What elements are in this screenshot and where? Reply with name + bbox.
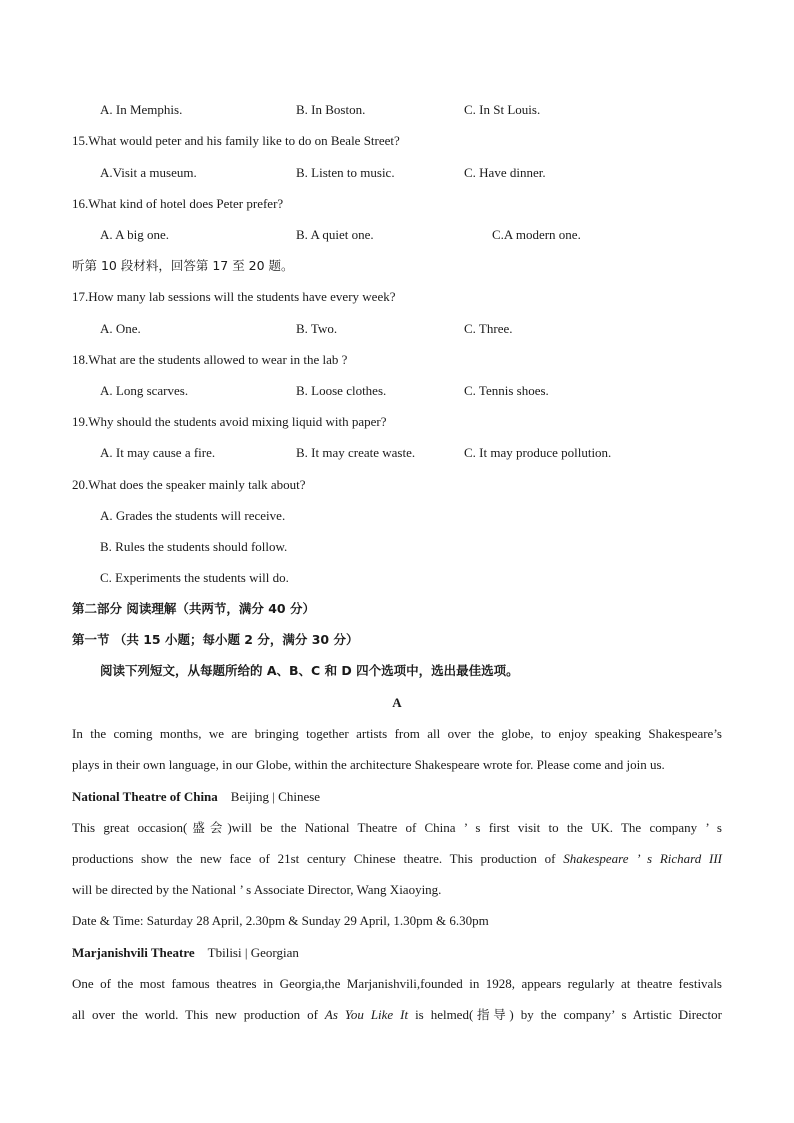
q14-option-a: A. In Memphis.	[100, 102, 183, 117]
q15-option-c: C. Have dinner.	[464, 165, 546, 180]
theatre-2-name: Marjanishvili Theatre	[72, 945, 195, 960]
q17-question: 17.How many lab sessions will the students have every week?	[72, 289, 396, 304]
theatre-2-desc-line-1: One of the most famous theatres in Georgia,the Marjanishvili,founded in 1928, appears regularly at theatre festivals	[72, 976, 722, 991]
q18-option-c: C. Tennis shoes.	[464, 383, 549, 398]
theatre-2-location: Tbilisi | Georgian	[207, 945, 299, 960]
theatre-1-desc-line-3: will be directed by the National ’ s Associate Director, Wang Xiaoying.	[72, 882, 442, 897]
q19-question: 19.Why should the students avoid mixing liquid with paper?	[72, 414, 387, 429]
q17-option-b: B. Two.	[296, 321, 338, 336]
passage-intro-line-1: In the coming months, we are bringing together artists from all over the globe, to enjoy speaking Shakespeare’s	[72, 726, 722, 741]
passage-label: A	[392, 695, 402, 710]
q16-option-b: B. A quiet one.	[296, 227, 374, 242]
q20-option-c: C. Experiments the students will do.	[100, 570, 289, 585]
q17-option-a: A. One.	[100, 321, 141, 336]
theatre-1-desc-line-2	[72, 850, 722, 868]
q14-option-b: B. In Boston.	[296, 102, 366, 117]
q19-option-b: B. It may create waste.	[296, 445, 416, 460]
q16-option-a: A. A big one.	[100, 227, 169, 242]
theatre-1-header	[72, 788, 320, 806]
theatre-1-desc-1a: This great occasion(	[72, 820, 188, 835]
q20-question: 20.What does the speaker mainly talk about?	[72, 477, 306, 492]
theatre-2-desc-2c: ) by the company’ s Artistic Director	[509, 1007, 723, 1022]
q18-question: 18.What are the students allowed to wear in the lab ?	[72, 352, 348, 367]
q15-option-a: A.Visit a museum.	[100, 165, 197, 180]
q20-option-a: A. Grades the students will receive.	[100, 508, 286, 523]
theatre-1-play-title: Shakespeare ’ s Richard III	[563, 851, 722, 866]
theatre-1-datetime: Date & Time: Saturday 28 April, 2.30pm & Sunday 29 April, 1.30pm & 6.30pm	[72, 913, 489, 928]
q18-option-b: B. Loose clothes.	[296, 383, 387, 398]
q15-question: 15.What would peter and his family like to do on Beale Street?	[72, 133, 400, 148]
q19-option-c: C. It may produce pollution.	[464, 445, 612, 460]
theatre-1-desc-2a: productions show the new face of 21st century Chinese theatre. This production of	[72, 851, 564, 866]
theatre-2-desc-line-2	[72, 1006, 722, 1024]
section-10-instruction: 听第 10 段材料，回答第 17 至 20 题。	[72, 258, 294, 273]
part2-heading: 第二部分 阅读理解（共两节，满分 40 分）	[72, 601, 315, 616]
q17-option-c: C. Three.	[464, 321, 513, 336]
theatre-1-desc-line-1	[72, 819, 722, 837]
reading-instruction: 阅读下列短文，从每题所给的 A、B、C 和 D 四个选项中，选出最佳选项。	[100, 663, 519, 678]
part2-section1-heading: 第一节 （共 15 小题；每小题 2 分，满分 30 分）	[72, 632, 359, 647]
theatre-2-play-title: As You Like It	[324, 1007, 409, 1022]
theatre-1-location: Beijing | Chinese	[230, 789, 321, 804]
theatre-2-header	[72, 944, 299, 962]
q16-option-c: C.A modern one.	[492, 227, 581, 242]
theatre-1-desc-1-cjk: 盛会	[187, 820, 228, 835]
theatre-1-name: National Theatre of China	[72, 789, 218, 804]
q19-option-a: A. It may cause a fire.	[100, 445, 216, 460]
q20-option-b: B. Rules the students should follow.	[100, 539, 288, 554]
theatre-1-desc-1b: )will be the National Theatre of China ’ s first visit to the UK. The company ’ s	[227, 820, 722, 835]
q18-option-a: A. Long scarves.	[100, 383, 189, 398]
theatre-2-desc-2a: all over the world. This new production of	[72, 1007, 325, 1022]
theatre-2-desc-2b: is helmed(	[408, 1007, 474, 1022]
q16-question: 16.What kind of hotel does Peter prefer?	[72, 196, 284, 211]
q14-option-c: C. In St Louis.	[464, 102, 541, 117]
passage-intro-line-2: plays in their own language, in our Globe, within the architecture Shakespeare wrote for. Please come and join us.	[72, 757, 665, 772]
q15-option-b: B. Listen to music.	[296, 165, 395, 180]
theatre-2-desc-2-cjk: 指导	[473, 1007, 510, 1022]
